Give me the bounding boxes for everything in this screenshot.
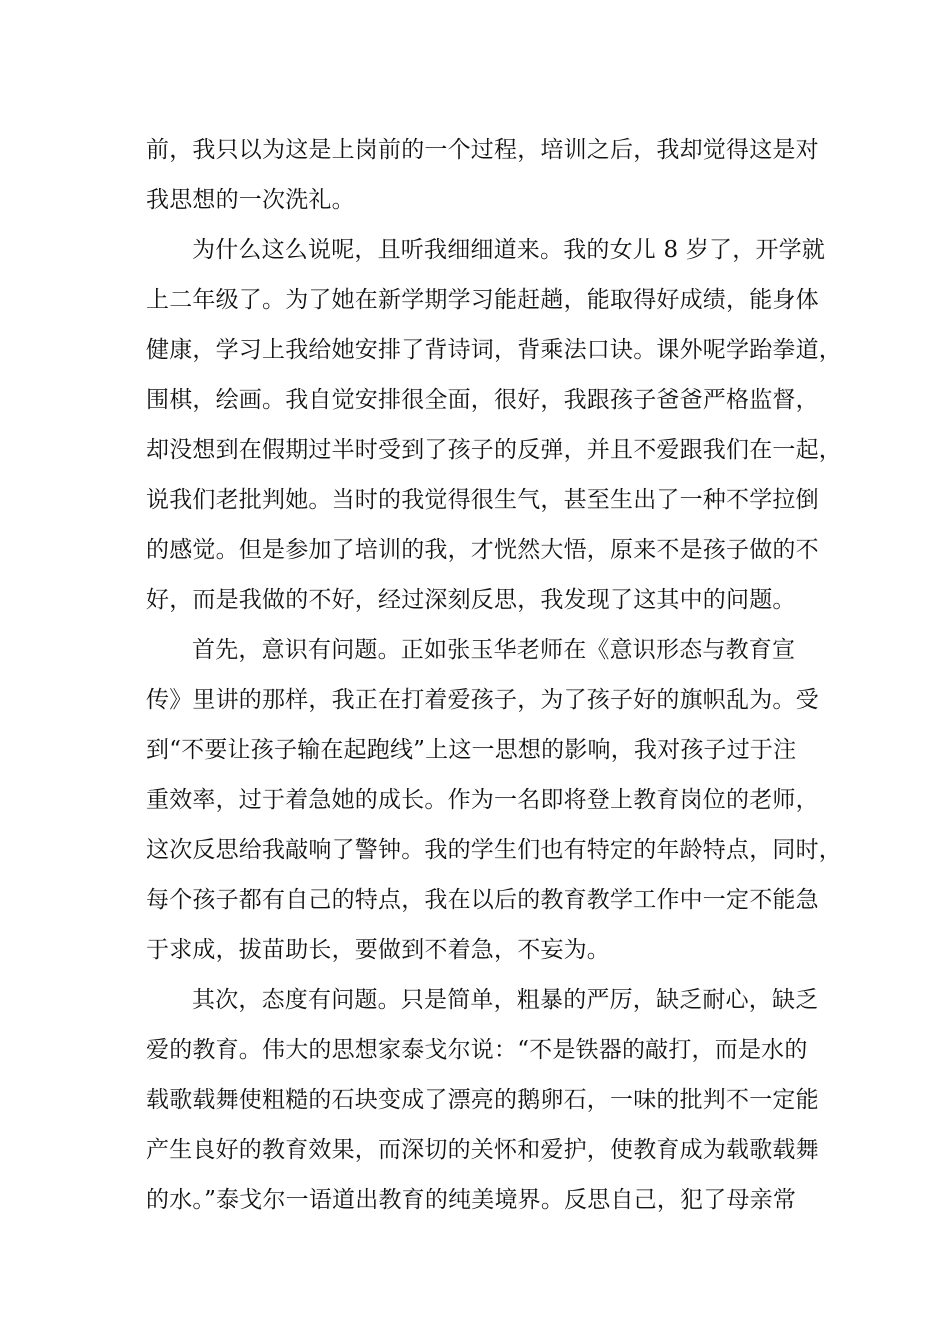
text-line: 好，而是我做的不好，经过深刻反思，我发现了这其中的问题。 [146,587,796,613]
paragraph-start-line: 首先，意识有问题。正如张玉华老师在《意识形态与教育宣 [192,637,796,663]
text-line: 围棋，绘画。我自觉安排很全面，很好，我跟孩子爸爸严格监督， [146,387,819,413]
text-line: 这次反思给我敲响了警钟。我的学生们也有特定的年龄特点，同时， [146,837,842,863]
text-line: 的感觉。但是参加了培训的我，才恍然大悟，原来不是孩子做的不 [146,537,819,563]
text-line: 的水。”泰戈尔一语道出教育的纯美境界。反思自己，犯了母亲常 [146,1187,797,1213]
text-line: 载歌载舞使粗糙的石块变成了漂亮的鹅卵石，一味的批判不一定能 [146,1087,819,1113]
text-line: 我思想的一次洗礼。 [146,187,355,213]
paragraph-start-line: 其次，态度有问题。只是简单，粗暴的严厉，缺乏耐心，缺乏 [192,987,819,1013]
text-line: 上二年级了。为了她在新学期学习能赶趟，能取得好成绩，能身体 [146,287,819,313]
text-line: 到“不要让孩子输在起跑线”上这一思想的影响，我对孩子过于注 [146,737,797,763]
text-line: 重效率，过于着急她的成长。作为一名即将登上教育岗位的老师， [146,787,819,813]
text-line: 健康，学习上我给她安排了背诗词，背乘法口诀。课外呢学跆拳道， [146,337,842,363]
text-line: 却没想到在假期过半时受到了孩子的反弹，并且不爱跟我们在一起， [146,437,842,463]
text-line: 前，我只以为这是上岗前的一个过程，培训之后，我却觉得这是对 [146,137,819,163]
text-line: 产生良好的教育效果，而深切的关怀和爱护，使教育成为载歌载舞 [146,1137,819,1163]
text-line: 说我们老批判她。当时的我觉得很生气，甚至生出了一种不学拉倒 [146,487,819,513]
text-line: 于求成，拔苗助长，要做到不着急，不妄为。 [146,937,610,963]
text-line: 每个孩子都有自己的特点，我在以后的教育教学工作中一定不能急 [146,887,819,913]
text-line: 爱的教育。伟大的思想家泰戈尔说：“不是铁器的敲打，而是水的 [146,1037,808,1063]
text-line: 传》里讲的那样，我正在打着爱孩子，为了孩子好的旗帜乱为。受 [146,687,819,713]
paragraph-start-line: 为什么这么说呢，且听我细细道来。我的女儿 8 岁了，开学就 [192,237,826,263]
